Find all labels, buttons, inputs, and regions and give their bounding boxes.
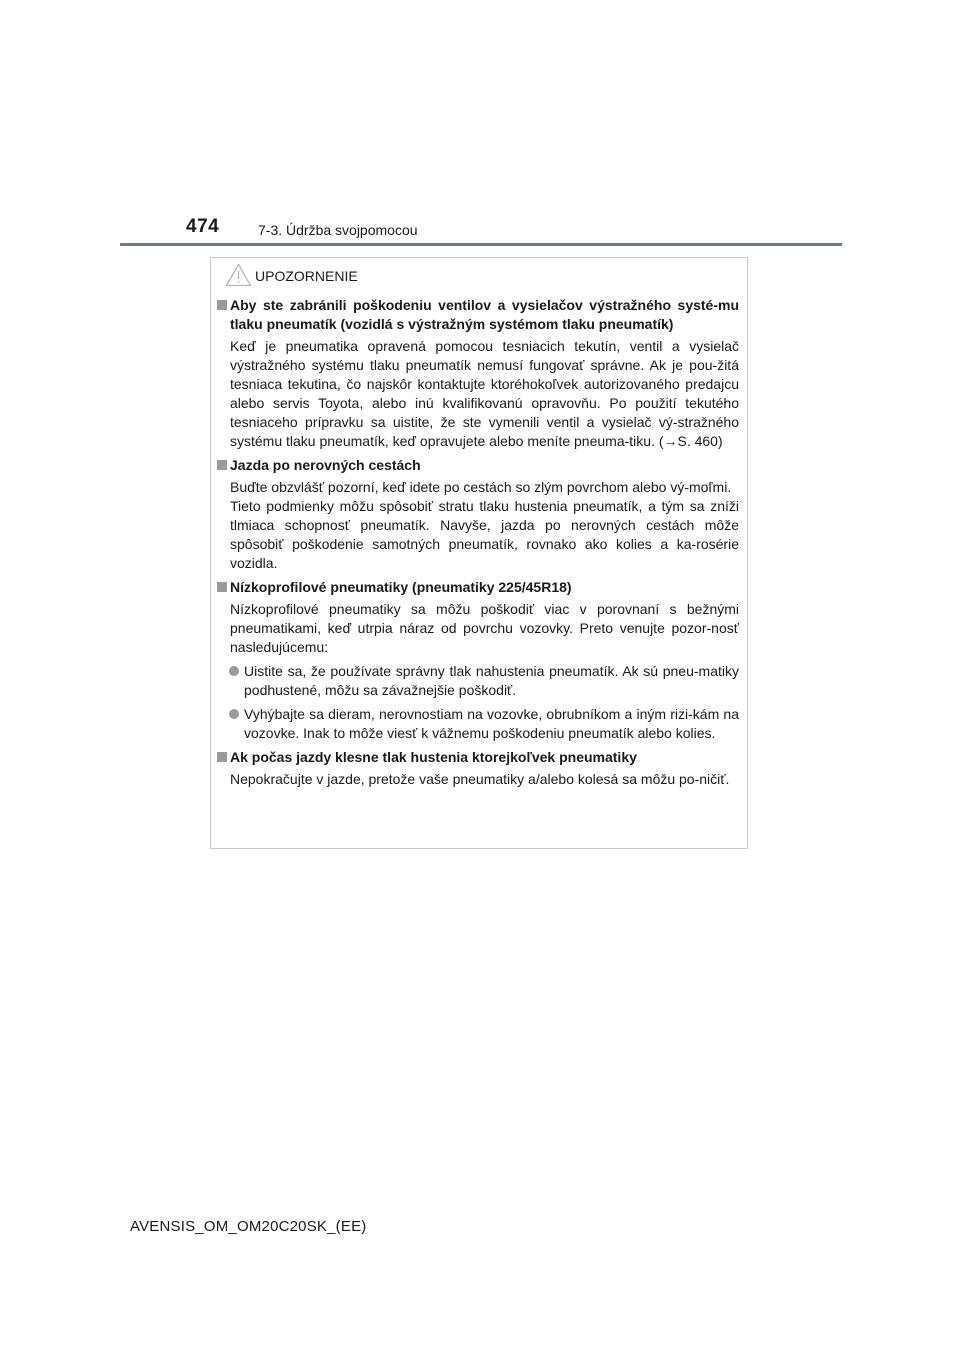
section-heading: Jazda po nerovných cestách	[211, 456, 747, 475]
warning-content	[211, 296, 747, 794]
square-bullet-icon	[217, 752, 227, 762]
circle-bullet-icon	[229, 709, 239, 719]
section-paragraph: Nepokračujte v jazde, pretože vaše pneumatiky a/alebo kolesá sa môžu po-ničiť.	[230, 771, 730, 787]
section-title: 7-3. Údržba svojpomocou	[258, 222, 418, 238]
section-rough-roads	[211, 456, 747, 573]
circle-bullet-icon	[229, 666, 239, 676]
section-paragraph: Keď je pneumatika opravená pomocou tesniacich tekutín, ventil a vysielač výstražného systému tlaku pneumatík nemusí fungovať správne. Ak je pou-žitá tesniaca tekutina, čo najskôr kontaktujte ktoréhokoľvek autorizovaného predajcu alebo servis Toyota, alebo inú kvalifikovanú opravovňu. Po použití tekutého tesniaceho prípravku sa uistite, že ste vymenili ventil a vysielač vý-stražného systému tlaku pneumatík, keď opravujete alebo meníte pneuma-tiku. (→S. 460)	[230, 338, 739, 449]
list-item: Vyhýbajte sa dieram, nerovnostiam na vozovke, obrubníkom a iným rizi-kám na vozovke. Inak to môže viesť k vážnemu poškodeniu pneumatík alebo kolies.	[211, 705, 747, 743]
list-item: Uistite sa, že používate správny tlak nahustenia pneumatík. Ak sú pneu-matiky podhustené, môžu sa závažnejšie poškodiť.	[211, 662, 747, 700]
section-heading: Ak počas jazdy klesne tlak hustenia ktorejkoľvek pneumatiky	[211, 748, 747, 767]
section-paragraph: Buďte obzvlášť pozorní, keď idete po cestách so zlým povrchom alebo vý-moľmi.	[230, 479, 732, 495]
warning-box	[210, 257, 748, 849]
footer-code: AVENSIS_OM_OM20C20SK_(EE)	[130, 1218, 367, 1235]
warning-label: UPOZORNENIE	[255, 268, 358, 284]
section-heading: Aby ste zabránili poškodeniu ventilov a vysielačov výstražného systé-mu tlaku pneumatík (vozidlá s výstražným systémom tlaku pneumatík)	[211, 296, 747, 334]
warning-triangle-icon	[225, 263, 252, 287]
section-pressure-drop	[211, 748, 747, 789]
square-bullet-icon	[217, 300, 227, 310]
square-bullet-icon	[217, 460, 227, 470]
square-bullet-icon	[217, 582, 227, 592]
section-heading: Nízkoprofilové pneumatiky (pneumatiky 225/45R18)	[211, 578, 747, 597]
section-valve-protection	[211, 296, 747, 451]
warning-header	[225, 263, 358, 287]
section-paragraph: Nízkoprofilové pneumatiky sa môžu poškodiť viac v porovnaní s bežnými pneumatikami, keď utrpia náraz od povrchu vozovky. Preto venujte pozor-nosť nasledujúcemu:	[230, 601, 739, 655]
section-paragraph: Tieto podmienky môžu spôsobiť stratu tlaku hustenia pneumatík, a tým sa zníži tlmiaca schopnosť pneumatík. Navyše, jazda po nerovných cestách môže spôsobiť poškodenie samotných pneumatík, rovnako ako kolies a ka-rosérie vozidla.	[230, 498, 739, 571]
header-rule	[120, 243, 842, 246]
section-low-profile-tires	[211, 578, 747, 743]
page-number: 474	[186, 216, 220, 237]
